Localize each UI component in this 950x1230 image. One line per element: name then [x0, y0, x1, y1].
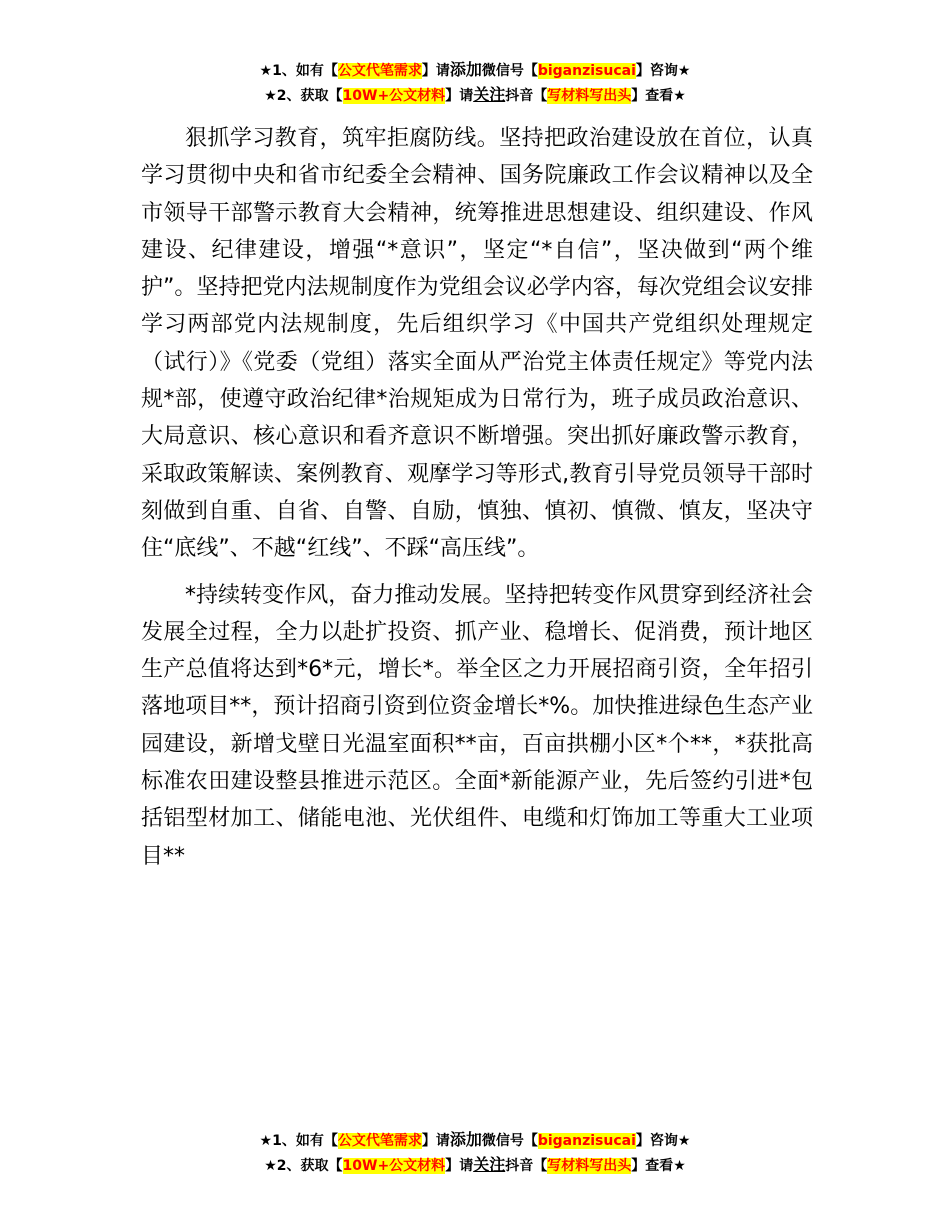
bracket: 】 [421, 63, 436, 79]
banner-emphasis: 关注 [473, 1155, 506, 1174]
banner-text: ★1、如有 [259, 1133, 324, 1149]
banner-text: 抖音 [505, 1158, 534, 1174]
bracket: 【 [523, 63, 538, 79]
bracket: 【 [328, 1158, 343, 1174]
banner-text: ★2、获取 [264, 1158, 329, 1174]
banner-text: 微信号 [481, 63, 524, 79]
banner-line-2 [0, 83, 950, 108]
bracket: 【 [323, 63, 338, 79]
bracket: 【 [533, 88, 548, 104]
banner-text: 请 [435, 63, 450, 79]
banner-emphasis: 添加 [449, 60, 482, 79]
bracket: 【 [328, 88, 343, 104]
banner-text: 微信号 [481, 1133, 524, 1149]
highlight-douyin-id: 写材料写出头 [547, 88, 632, 104]
banner-text: 请 [459, 1158, 474, 1174]
footer-banner [0, 1128, 950, 1178]
banner-line-2 [0, 1153, 950, 1178]
banner-line-1 [0, 58, 950, 83]
bracket: 】 [445, 1158, 460, 1174]
bracket: 【 [523, 1133, 538, 1149]
bracket: 】 [421, 1133, 436, 1149]
highlight-wechat-id: biganzisucai [537, 1133, 636, 1149]
banner-text: 查看★ [645, 88, 686, 104]
banner-text: ★1、如有 [259, 63, 324, 79]
banner-text: 咨询★ [649, 1133, 691, 1149]
paragraph-2: *持续转变作风，奋力推动发展。坚持把转变作风贯穿到经济社会发展全过程，全力以赴扩投资、抓产业、稳增长、促消费，预计地区生产总值将达到*6*元，增长*。举全区之力开展招商引资，全年招引落地项目**，预计招商引资到位资金增长*%。加快推进绿色生态产业园建设，新增戈壁日光温室面积**亩，百亩拱棚小区*个**，*获批高标准农田建设整县推进示范区。全面*新能源产业，先后签约引进*包括铝型材加工、储能电池、光伏组件、电缆和灯饰加工等重大工业项目** [141, 582, 813, 869]
banner-text: 请 [435, 1133, 450, 1149]
banner-emphasis: 添加 [449, 1130, 482, 1149]
paragraph-1: 狠抓学习教育，筑牢拒腐防线。坚持把政治建设放在首位，认真学习贯彻中央和省市纪委全会精神、国务院廉政工作会议精神以及全市领导干部警示教育大会精神，统筹推进思想建设、组织建设、作风建设、纪律建设，增强“*意识”，坚定“*自信”，坚决做到“两个维护”。坚持把党内法规制度作为党组会议必学内容，每次党组会议安排学习两部党内法规制度，先后组织学习《中国共产党组织处理规定（试行）》《党委（党组）落实全面从严治党主体责任规定》等党内法规*部，使遵守政治纪律*治规矩成为日常行为，班子成员政治意识、大局意识、核心意识和看齐意识不断增强。突出抓好廉政警示教育，采取政策解读、案例教育、观摩学习等形式,教育引导党员领导干部时刻做到自重、自省、自警、自励，慎独、慎初、慎微、慎友，坚决守住“底线”、不越“红线”、不踩“高压线”。 [141, 126, 813, 562]
banner-text: 请 [459, 88, 474, 104]
highlight-douyin-id: 写材料写出头 [547, 1158, 632, 1174]
banner-emphasis: 关注 [473, 85, 506, 104]
banner-text: 咨询★ [649, 63, 691, 79]
banner-text: 抖音 [505, 88, 534, 104]
highlight-service: 公文代笔需求 [337, 63, 422, 79]
banner-text: ★2、获取 [264, 88, 329, 104]
bracket: 】 [631, 88, 646, 104]
highlight-wechat-id: biganzisucai [537, 63, 636, 79]
bracket: 【 [533, 1158, 548, 1174]
banner-text: 查看★ [645, 1158, 686, 1174]
banner-line-1 [0, 1128, 950, 1153]
bracket: 】 [445, 88, 460, 104]
bracket: 【 [323, 1133, 338, 1149]
bracket: 】 [635, 63, 650, 79]
document-body [141, 120, 813, 875]
bracket: 】 [631, 1158, 646, 1174]
header-banner [0, 58, 950, 108]
highlight-service: 公文代笔需求 [337, 1133, 422, 1149]
highlight-materials: 10W+公文材料 [342, 88, 446, 104]
highlight-materials: 10W+公文材料 [342, 1158, 446, 1174]
bracket: 】 [635, 1133, 650, 1149]
